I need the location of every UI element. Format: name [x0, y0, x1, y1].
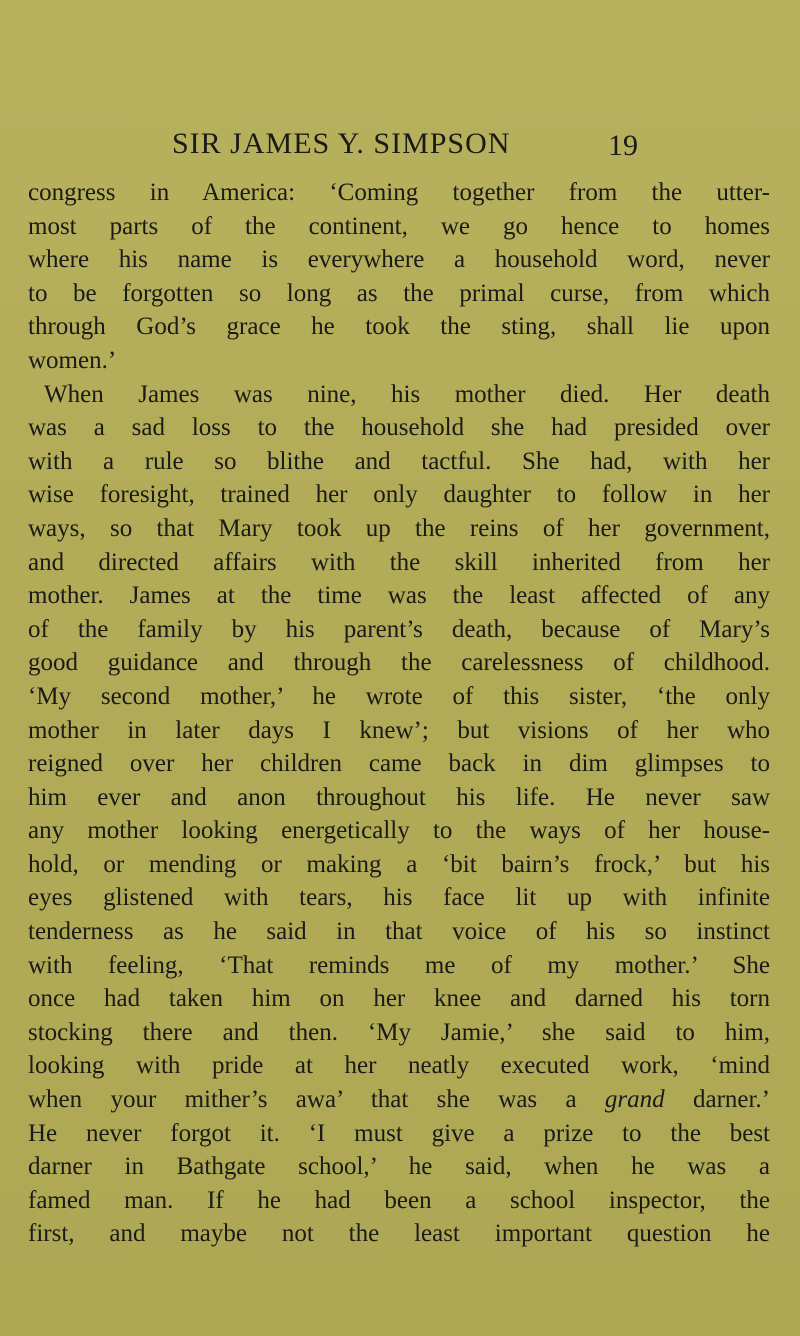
text-line: was a sad loss to the household she had presided over: [28, 414, 770, 442]
text-line: [28, 1083, 770, 1117]
text-line: with feeling, ‘That reminds me of my mother.’ She: [28, 951, 770, 979]
running-head: [0, 127, 800, 167]
text-segment: when your mither’s awa’ that she was a: [28, 1086, 577, 1114]
text-line: wise foresight, trained her only daughter to follow in her: [28, 481, 770, 509]
text-line: congress in America: ‘Coming together from the utter-: [28, 179, 770, 206]
text-line: any mother looking energetically to the ways of her house-: [28, 817, 770, 845]
text-line: ways, so that Mary took up the reins of her government,: [28, 514, 770, 542]
text-line: and directed affairs with the skill inherited from her: [28, 548, 770, 576]
page-number: 19: [608, 129, 638, 162]
text-line: stocking there and then. ‘My Jamie,’ she said to him,: [28, 1018, 770, 1046]
text-line: hold, or mending or making a ‘bit bairn’s frock,’ but his: [28, 850, 770, 878]
text-line: most parts of the continent, we go hence to homes: [28, 212, 770, 240]
text-line: first, and maybe not the least important question he: [28, 1220, 770, 1248]
text-line: through God’s grace he took the sting, shall lie upon: [28, 313, 770, 341]
text-line: of the family by his parent’s death, because of Mary’s: [28, 615, 770, 643]
text-line: women.’: [28, 346, 117, 374]
text-segment: darner.’: [692, 1086, 770, 1114]
text-line: darner in Bathgate school,’ he said, when he was a: [28, 1153, 770, 1181]
body-text: [28, 176, 770, 1251]
text-line: to be forgotten so long as the primal curse, from which: [28, 279, 770, 307]
text-line: good guidance and through the carelessness of childhood.: [28, 649, 770, 677]
text-line: once had taken him on her knee and darned his torn: [28, 985, 770, 1013]
text-line: ‘My second mother,’ he wrote of this sister, ‘the only: [28, 682, 770, 710]
italic-word: grand: [604, 1086, 665, 1114]
text-line: looking with pride at her neatly executed work, ‘mind: [28, 1052, 770, 1080]
text-line: mother. James at the time was the least affected of any: [28, 582, 770, 610]
text-line: When James was nine, his mother died. Her death: [44, 380, 770, 408]
text-line: mother in later days I knew’; but visions of her who: [28, 716, 770, 744]
text-line: famed man. If he had been a school inspector, the: [28, 1186, 770, 1214]
running-head-title: SIR JAMES Y. SIMPSON: [172, 127, 511, 160]
text-line: where his name is everywhere a household word, never: [28, 246, 770, 274]
text-line: tenderness as he said in that voice of his so instinct: [28, 918, 770, 946]
text-line: He never forgot it. ‘I must give a prize to the best: [28, 1119, 770, 1147]
text-line: eyes glistened with tears, his face lit up with infinite: [28, 884, 770, 912]
text-line: him ever and anon throughout his life. He never saw: [28, 783, 770, 811]
text-line: with a rule so blithe and tactful. She had, with her: [28, 447, 770, 475]
text-line: reigned over her children came back in dim glimpses to: [28, 750, 770, 778]
